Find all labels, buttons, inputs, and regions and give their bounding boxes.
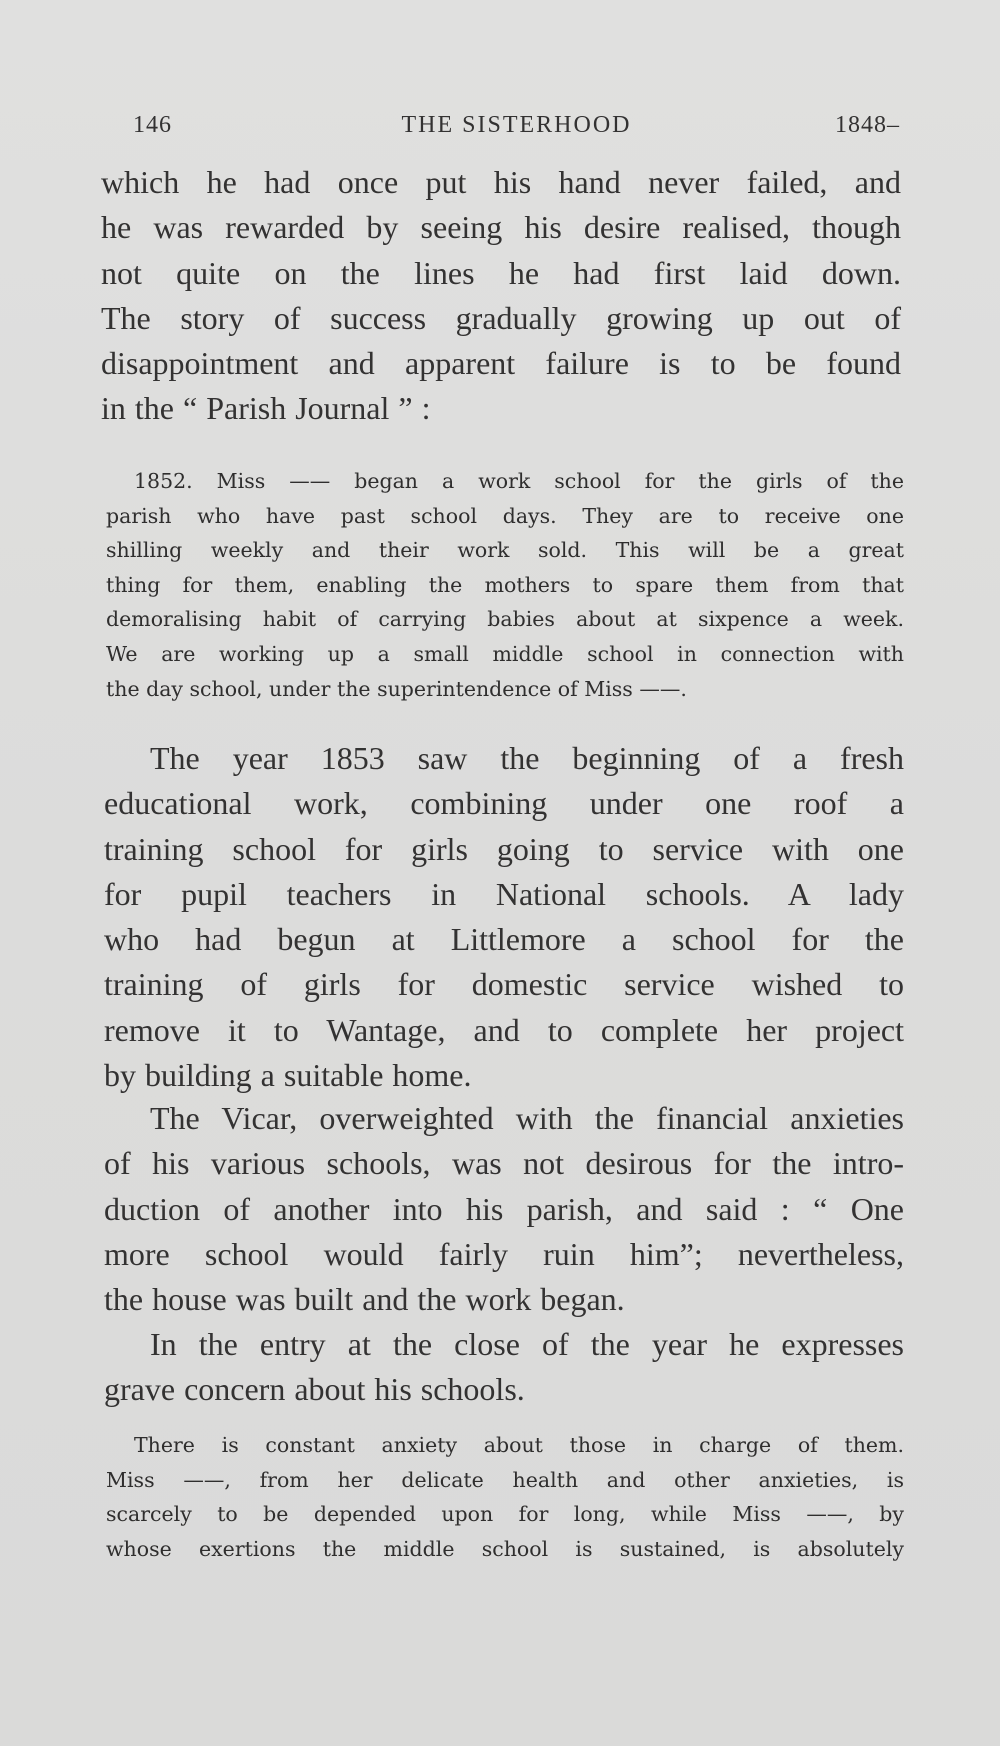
text-line: disappointment and apparent failure is to be found	[101, 345, 901, 382]
paragraph-1	[101, 160, 901, 432]
journal-quote-1	[106, 464, 904, 706]
text-line: remove it to Wantage, and to complete her project	[104, 1011, 904, 1048]
running-header	[133, 112, 900, 148]
text-line: The Vicar, overweighted with the financial anxieties	[150, 1100, 904, 1136]
quote-line: shilling weekly and their work sold. This will be a great	[106, 538, 904, 563]
quote-line: Miss ——, from her delicate health and other anxieties, is	[106, 1467, 904, 1492]
quote-line: scarcely to be depended upon for long, while Miss ——, by	[106, 1502, 904, 1527]
quote-line: parish who have past school days. They are to receive one	[106, 503, 904, 528]
quote-line: whose exertions the middle school is sustained, is absolutely	[106, 1536, 904, 1561]
text-line: of his various schools, was not desirous for the intro-	[104, 1145, 904, 1182]
text-line: which he had once put his hand never failed, and	[101, 164, 901, 200]
text-line: by building a suitable home.	[104, 1057, 472, 1094]
paragraph-4	[104, 1322, 904, 1413]
running-title: THE SISTERHOOD	[401, 112, 632, 138]
paragraph-3	[104, 1096, 904, 1322]
quote-line: 1852. Miss —— began a work school for the girls of the	[134, 469, 904, 493]
text-line: he was rewarded by seeing his desire realised, though	[101, 209, 901, 246]
paragraph-2	[104, 736, 904, 1098]
text-line: for pupil teachers in National schools. A lady	[104, 875, 904, 912]
text-line: the house was built and the work began.	[104, 1281, 625, 1318]
text-line: more school would fairly ruin him”; nevertheless,	[104, 1235, 904, 1272]
journal-quote-2	[106, 1428, 904, 1566]
quote-line: thing for them, enabling the mothers to spare them from that	[106, 572, 904, 597]
text-line: The year 1853 saw the beginning of a fresh	[150, 740, 904, 776]
text-line: educational work, combining under one roof a	[104, 785, 904, 822]
text-line: grave concern about his schools.	[104, 1371, 525, 1408]
text-line: In the entry at the close of the year he expresses	[150, 1326, 904, 1362]
text-line: The story of success gradually growing up out of	[101, 299, 901, 336]
year-range: 1848–	[835, 112, 900, 138]
text-line: not quite on the lines he had first laid down.	[101, 254, 901, 291]
text-line: who had begun at Littlemore a school for the	[104, 921, 904, 958]
text-line: duction of another into his parish, and said : “ One	[104, 1190, 904, 1227]
quote-line: the day school, under the superintendence of Miss ——.	[106, 676, 687, 701]
text-line: in the “ Parish Journal ” :	[101, 390, 431, 427]
text-line: training school for girls going to service with one	[104, 830, 904, 867]
quote-line: There is constant anxiety about those in charge of them.	[134, 1433, 904, 1457]
page-number: 146	[133, 112, 172, 138]
quote-line: We are working up a small middle school in connection with	[106, 641, 904, 666]
quote-line: demoralising habit of carrying babies about at sixpence a week.	[106, 607, 904, 632]
text-line: training of girls for domestic service wished to	[104, 966, 904, 1003]
